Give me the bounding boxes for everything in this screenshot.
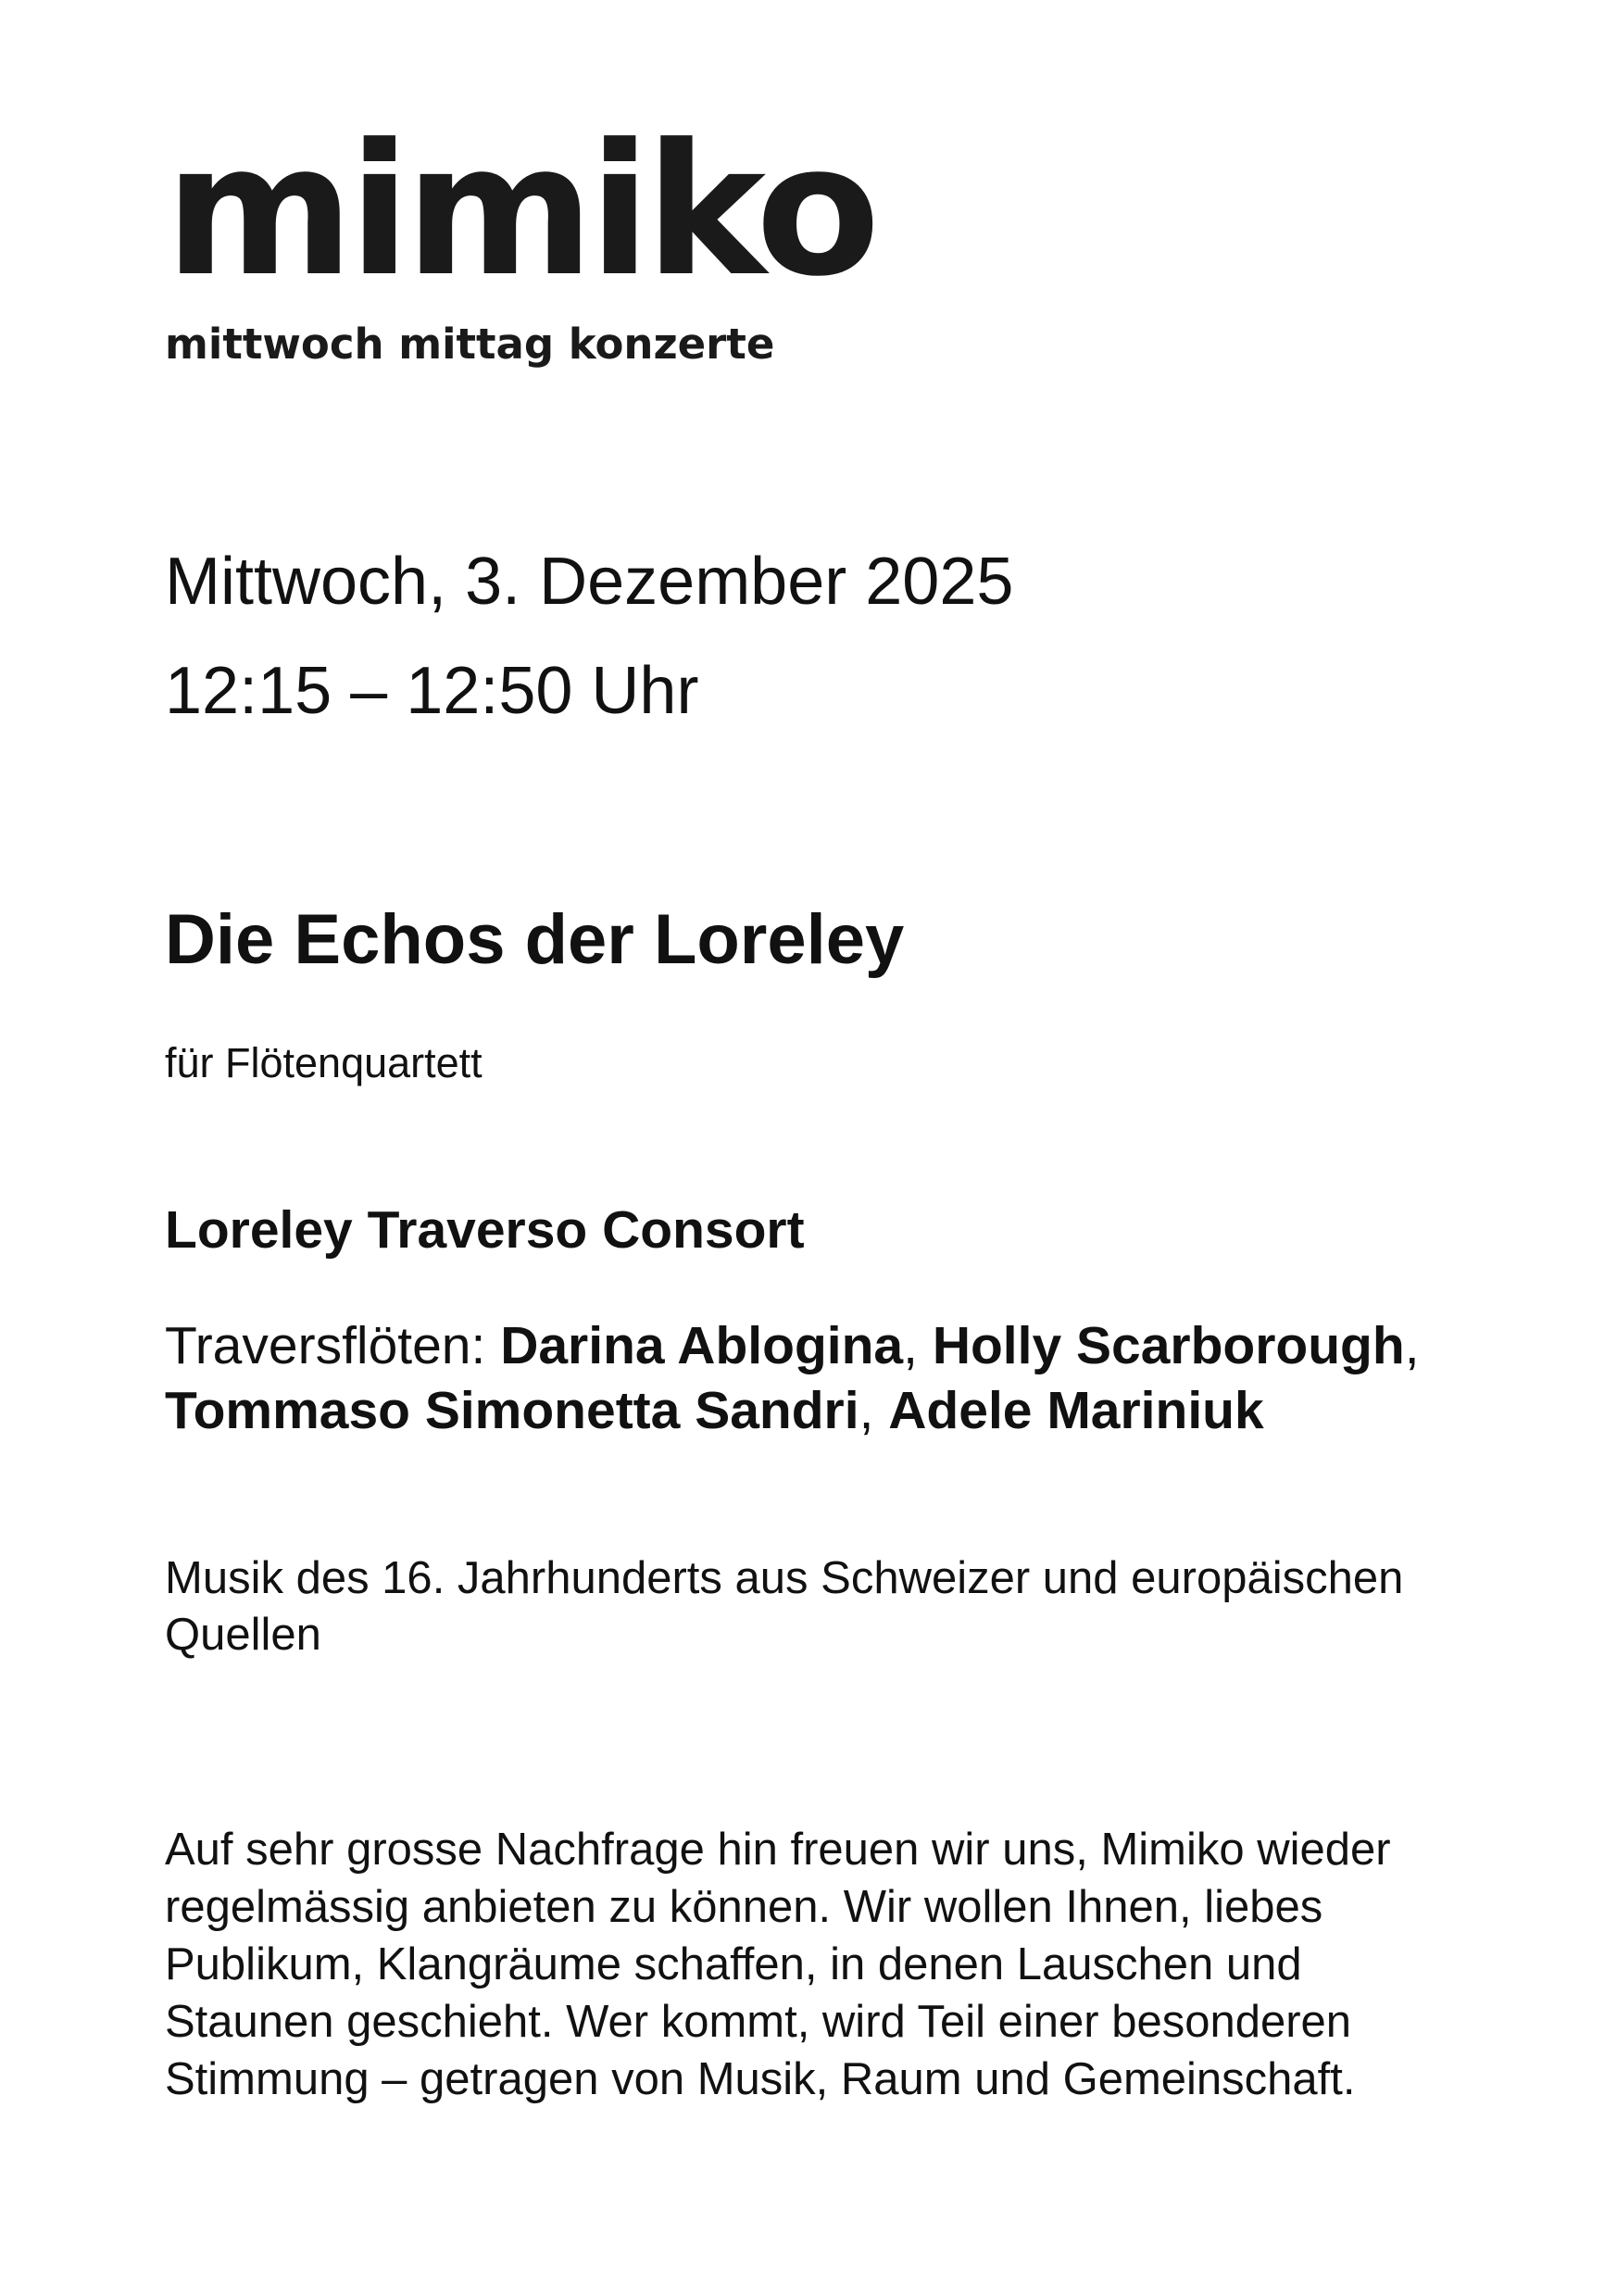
description-line: Auf sehr grosse Nachfrage hin freuen wir uns, Mimiko wieder xyxy=(165,1825,1391,1875)
performer-name: Holly Scarborough xyxy=(932,1316,1405,1375)
event-title: Die Echos der Loreley xyxy=(165,900,905,979)
description-line: Stimmung – getragen von Musik, Raum und Gemeinschaft. xyxy=(165,2054,1356,2104)
description-line: regelmässig anbieten zu können. Wir wollen Ihnen, liebes xyxy=(165,1882,1323,1932)
ensemble-name: Loreley Traverso Consort xyxy=(165,1200,805,1260)
logo: mimiko xyxy=(165,106,875,317)
description-paragraph xyxy=(165,1821,1498,2108)
event-time: 12:15 – 12:50 Uhr xyxy=(165,654,699,728)
performer-name: Adele Mariniuk xyxy=(888,1381,1264,1440)
program-description xyxy=(165,1550,1480,1663)
description-line: Publikum, Klangräume schaffen, in denen Lauschen und xyxy=(165,1939,1302,1989)
performer-name: Darina Ablogina xyxy=(500,1316,904,1375)
program-line: Quellen xyxy=(165,1610,321,1660)
performer-name: Tommaso Simonetta Sandri xyxy=(165,1381,859,1440)
description-line: Staunen geschieht. Wer kommt, wird Teil einer besonderen xyxy=(165,1997,1352,2047)
tagline: mittwoch mittag konzerte xyxy=(165,320,775,369)
event-date: Mittwoch, 3. Dezember 2025 xyxy=(165,545,1014,619)
instrument-label: Traversflöten: xyxy=(165,1316,501,1375)
event-subtitle: für Flötenquartett xyxy=(165,1039,483,1086)
performers-list: Traversflöten: Darina Ablogina, Holly Scarborough, Tommaso Simonetta Sandri, Adele Mariniuk xyxy=(165,1316,1420,1440)
program-line: Musik des 16. Jahrhunderts aus Schweizer und europäischen xyxy=(165,1553,1404,1603)
